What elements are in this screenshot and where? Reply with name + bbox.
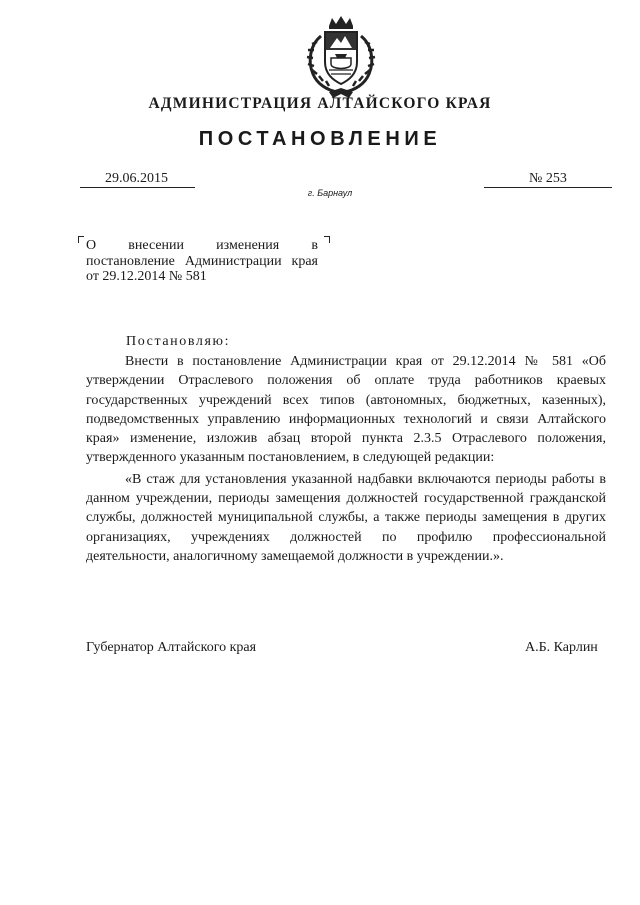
signatory-title: Губернатор Алтайского края [86,640,257,655]
quoted-paragraph: «В стаж для установления указанной надбавки включаются периоды работы в данном учреждении, периоды замещения должностей государственной гражданской службы, должностей муниципальной службы, а также периоды замещения в других организациях, учреждениях должностей по профилю профессиональной деятельности, аналогичному замещаемой должности в учреждении.». [86,471,606,564]
document-body [86,352,606,566]
signatory-name: А.Б. Карлин [525,640,598,655]
coat-of-arms-icon [299,14,383,100]
document-city: г. Барнаул [307,188,353,198]
subject-bracket-left [78,236,84,243]
document-type-title: ПОСТАНОВЛЕНИЕ [198,128,442,150]
main-paragraph: Внести в постановление Администрации края от 29.12.2014 № 581 «Об утверждении Отраслевого положения об оплате труда работников краевых государственных учреждений всех типов (автономных, бюджетных, казенных), подведомственных управлению информационных технологий и связи Алтайского края» изменение, изложив абзац второй пункта 2.3.5 Отраслевого положения, утвержденного указанным постановлением, в следующей редакции: [86,354,606,466]
document-date: 29.06.2015 [105,171,168,186]
organization-name: АДМИНИСТРАЦИЯ АЛТАЙСКОГО КРАЯ [148,95,492,112]
subject-bracket-right [324,236,330,243]
document-subject: О внесении изменения в постановление Администрации края от 29.12.2014 № 581 [86,238,318,284]
resolve-heading: Постановляю: [126,334,231,349]
document-number: № 253 [529,171,567,186]
